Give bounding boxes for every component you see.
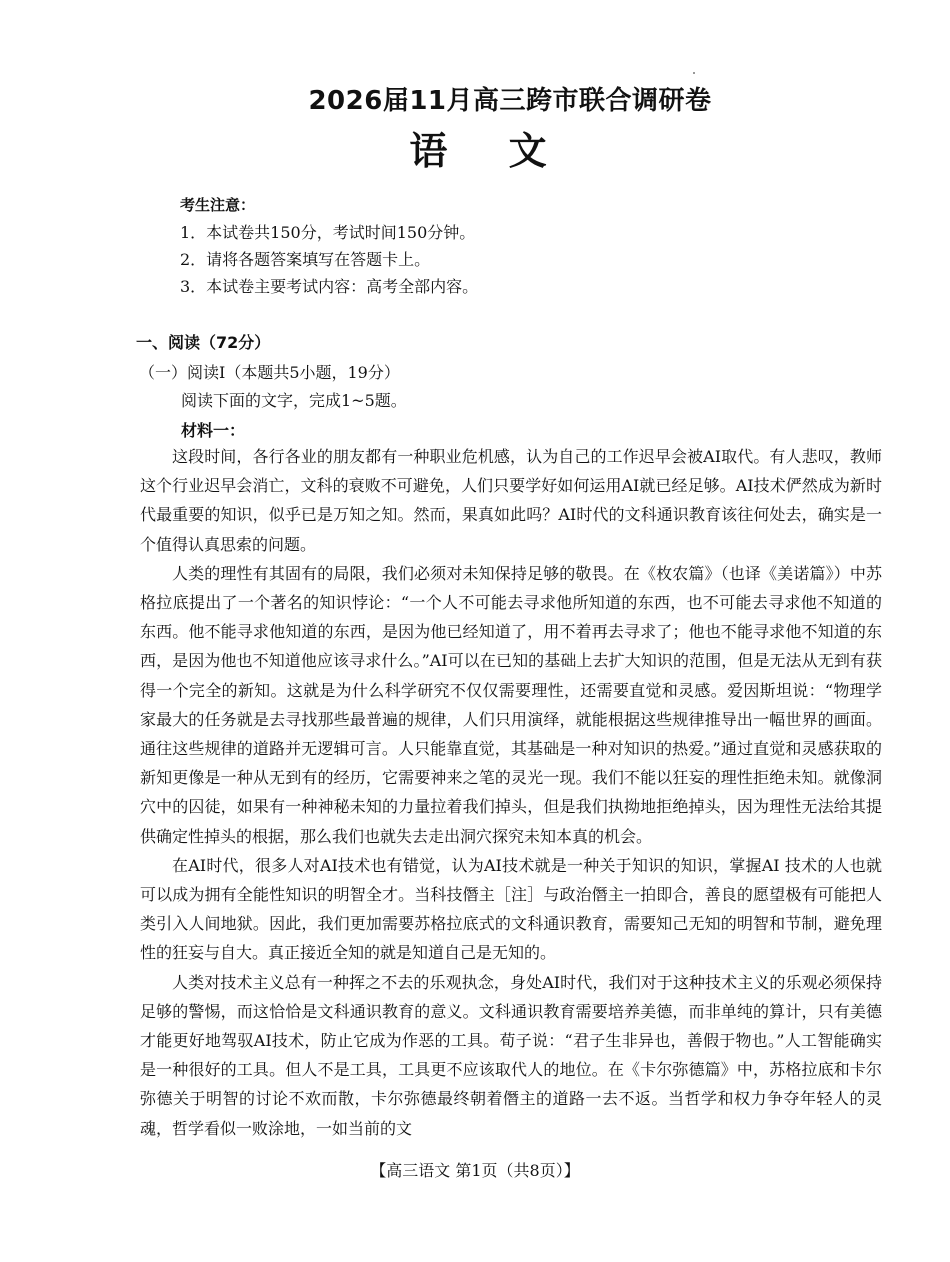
reading-instruction: 阅读下面的文字，完成1~5题。: [181, 391, 407, 410]
notice-heading: 考生注意：: [180, 196, 256, 214]
notice-item: 1．本试卷共150分，考试时间150分钟。: [180, 223, 476, 242]
subject-title: 语 文: [409, 129, 571, 173]
passage-paragraph: 这段时间，各行各业的朋友都有一种职业危机感，认为自己的工作迟早会被AI取代。有人悲叹，教师这个行业迟早会消亡，文科的衰败不可避免，人们只要学好如何运用AI就已经足够。AI技术俨然成为新时代最重要的知识，似乎已是万知之知。然而，果真如此吗？AI时代的文科通识教育该往何处去，确实是一个值得认真思索的问题。: [140, 447, 882, 554]
notice-item: 2．请将各题答案填写在答题卡上。: [180, 250, 431, 269]
page-footer: 【高三语文 第1页（共8页）】: [370, 1161, 580, 1180]
passage-paragraph: 人类对技术主义总有一种挥之不去的乐观执念，身处AI时代，我们对于这种技术主义的乐观必须保持足够的警惕，而这恰恰是文科通识教育的意义。文科通识教育需要培养美德，而非单纯的算计，只有美德才能更好地驾驭AI技术，防止它成为作恶的工具。荀子说：“君子生非异也，善假于物也。”人工智能确实是一种很好的工具。但人不是工具，工具更不应该取代人的地位。在《卡尔弥德篇》中，苏格拉底和卡尔弥德关于明智的讨论不欢而散，卡尔弥德最终朝着僭主的道路一去不返。当哲学和权力争夺年轻人的灵魂，哲学看似一败涂地，一如当前的文: [140, 972, 882, 1138]
reading-passage: [140, 442, 882, 1143]
material-label: 材料一：: [181, 421, 246, 440]
subsection-heading: （一）阅读I（本题共5小题，19分）: [139, 363, 400, 382]
candidate-notice: [180, 192, 478, 300]
scan-speck: [693, 72, 695, 74]
exam-title: 2026届11月高三跨市联合调研卷: [308, 86, 712, 116]
passage-paragraph: 在AI时代，很多人对AI技术也有错觉，认为AI技术就是一种关于知识的知识，掌握AI 技术的人也就可以成为拥有全能性知识的明智全才。当科技僭主［注］与政治僭主一拍即合，善良的愿望极有可能把人类引入人间地狱。因此，我们更加需要苏格拉底式的文科通识教育，需要知己无知的明智和节制，避免理性的狂妄与自大。真正接近全知的就是知道自己是无知的。: [140, 855, 882, 963]
passage-paragraph: 人类的理性有其固有的局限，我们必须对未知保持足够的敬畏。在《枚农篇》（也译《美诺篇》）中苏格拉底提出了一个著名的知识悖论：“一个人不可能去寻求他所知道的东西，也不可能去寻求他不知道的东西。他不能寻求他知道的东西，是因为他已经知道了，用不着再去寻求了；他也不能寻求他不知道的东西，是因为他也不知道他应该寻求什么。”AI可以在已知的基础上去扩大知识的范围，但是无法从无到有获得一个完全的新知。这就是为什么科学研究不仅仅需要理性，还需要直觉和灵感。爱因斯坦说：“物理学家最大的任务就是去寻找那些最普遍的规律，人们只用演绎，就能根据这些规律推导出一幅世界的画面。通往这些规律的道路并无逻辑可言。人只能靠直觉，其基础是一种对知识的热爱。”通过直觉和灵感获取的新知更像是一种从无到有的经历，它需要神来之笔的灵光一现。我们不能以狂妄的理性拒绝未知。就像洞穴中的囚徒，如果有一种神秘未知的力量拉着我们掉头，但是我们执拗地拒绝掉头，因为理性无法给其提供确定性掉头的根据，那么我们也就失去走出洞穴探究未知本真的机会。: [140, 563, 882, 846]
section-heading: 一、阅读（72分）: [136, 333, 271, 352]
notice-item: 3．本试卷主要考试内容：高考全部内容。: [180, 277, 479, 296]
